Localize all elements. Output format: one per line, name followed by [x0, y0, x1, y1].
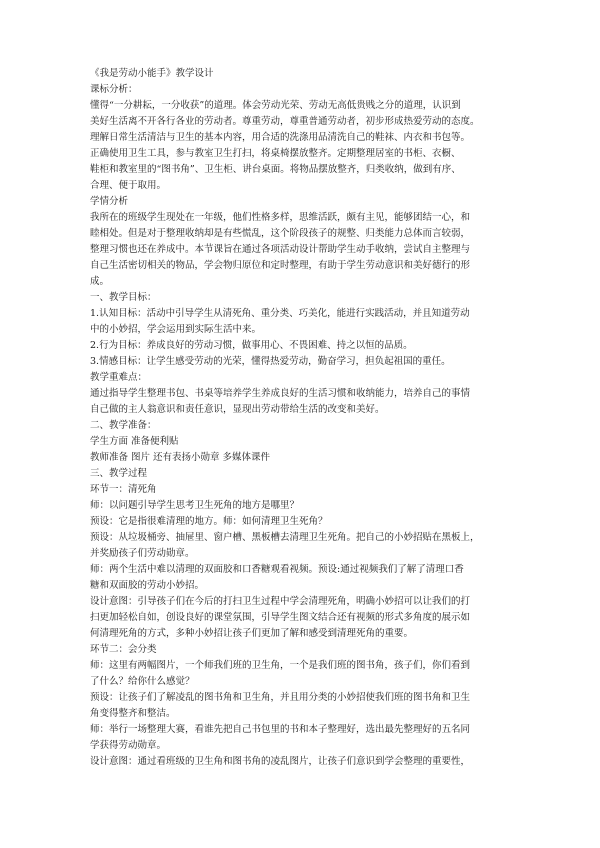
text-line: 预设：从垃圾桶旁、抽屉里、窗户槽、黑板槽去清理卫生死角。把自己的小妙招贴在黑板上，: [90, 532, 480, 543]
text-line: 一、教学目标：: [90, 292, 157, 303]
text-line: 设计意图：引导孩子们在今后的打扫卫生过程中学会清理死角，明确小妙招可以让我们的打: [90, 596, 471, 607]
text-line: 设计意图：通过看班级的卫生角和图书角的凌乱图片，让孩子们意识到学会整理的重要性，: [90, 756, 471, 767]
text-line: 角变得整齐和整洁。: [90, 708, 176, 719]
text-line: 成。: [90, 276, 110, 287]
text-line: 二、教学准备：: [90, 420, 157, 431]
text-line: 学生方面 准备便利贴: [90, 436, 179, 447]
document-page: [90, 66, 515, 770]
text-line: 三、教学过程: [90, 468, 148, 479]
text-line: 鞋柜和教室里的“图书角”、卫生柜、讲台桌面。将物品摆放整齐，归类收纳，做到有序、: [90, 164, 461, 175]
text-line: 睦相处。但是对于整理收纳却是有些慌乱，这个阶段孩子的规整、归类能力总体而言较弱，: [90, 228, 471, 239]
text-line: 理解日常生活清洁与卫生的基本内容，用合适的洗涤用品清洗自己的鞋袜、内衣和书包等。: [90, 132, 471, 143]
text-line: 3.情感目标：让学生感受劳动的光荣，懂得热爱劳动，勤奋学习，担负起祖国的重任。: [90, 356, 451, 367]
text-line: 学获得劳动勋章。: [90, 740, 167, 751]
text-line: 了什么？给你什么感觉？: [90, 676, 195, 687]
text-line: 师：两个生活中难以清理的双面胶和口香糖观看视频。预设:通过视频我们了解了清理口香: [90, 564, 464, 575]
text-line: 通过指导学生整理书包、书桌等培养学生养成良好的生活习惯和收纳能力，培养自己的事情: [90, 388, 471, 399]
text-line: 教学重难点：: [90, 372, 148, 383]
text-line: 2.行为目标：养成良好的劳动习惯，做事用心、不畏困难、持之以恒的品质。: [90, 340, 413, 351]
text-line: 自己做的主人翁意识和责任意识，显现出劳动带给生活的改变和美好。: [90, 404, 385, 415]
text-line: 课标分析：: [90, 84, 138, 95]
text-line: 师：以问题引导学生思考卫生死角的地方是哪里？: [90, 500, 300, 511]
text-line: 自己生活密切相关的物品，学会物归原位和定时整理，有助于学生劳动意识和美好德行的形: [90, 260, 471, 271]
text-line: 糖和双面胶的劳动小妙招。: [90, 580, 205, 591]
document-title: 《我是劳动小能手》教学设计: [90, 68, 214, 79]
text-line: 何清理死角的方式，多种小妙招让孩子们更加了解和感受到清理死角的重要。: [90, 628, 414, 639]
text-line: 合理、便于取用。: [90, 180, 167, 191]
text-line: 环节二：会分类: [90, 644, 157, 655]
text-line: 预设：让孩子们了解凌乱的图书角和卫生角，并且用分类的小妙招使我们班的图书角和卫生: [90, 692, 471, 703]
text-line: 教师准备 图片 还有表扬小勋章 多媒体课件: [90, 452, 271, 463]
text-line: 懂得“一分耕耘，一分收获”的道理。体会劳动光荣、劳动无高低贵贱之分的道理，认识到: [90, 100, 461, 111]
text-line: 师：举行一场整理大赛，看谁先把自己书包里的书和本子整理好，选出最先整理好的五名同: [90, 724, 471, 735]
text-line: 学情分析: [90, 196, 129, 207]
text-line: 我所在的班级学生现处在一年级，他们性格多样，思维活跃，颇有主见，能够团结一心，和: [90, 212, 471, 223]
text-line: 环节一：清死角: [90, 484, 157, 495]
text-line: 并奖励孩子们劳动勋章。: [90, 548, 195, 559]
text-line: 扫更加轻松自如，创设良好的课堂氛围，引导学生图文结合还有视频的形式多角度的展示如: [90, 612, 471, 623]
text-line: 美好生活离不开各行各业的劳动者。尊重劳动，尊重普通劳动者，初步形成热爱劳动的态度。: [90, 116, 480, 127]
text-line: 正确使用卫生工具，参与教室卫生打扫，将桌椅摆放整齐。定期整理居室的书柜、衣橱、: [90, 148, 461, 159]
text-line: 预设：它是指很难清理的地方。师：如何清理卫生死角？: [90, 516, 328, 527]
text-line: 1.认知目标：活动中引导学生从清死角、重分类、巧美化，能进行实践活动，并且知道劳动: [90, 308, 470, 319]
text-line: 整理习惯也还在养成中。本节课旨在通过各项活动设计帮助学生动手收纳，尝试自主整理与: [90, 244, 471, 255]
text-line: 师：这里有两幅图片，一个师我们班的卫生角，一个是我们班的图书角，孩子们，你们看到: [90, 660, 471, 671]
text-line: 中的小妙招，学会运用到实际生活中来。: [90, 324, 262, 335]
